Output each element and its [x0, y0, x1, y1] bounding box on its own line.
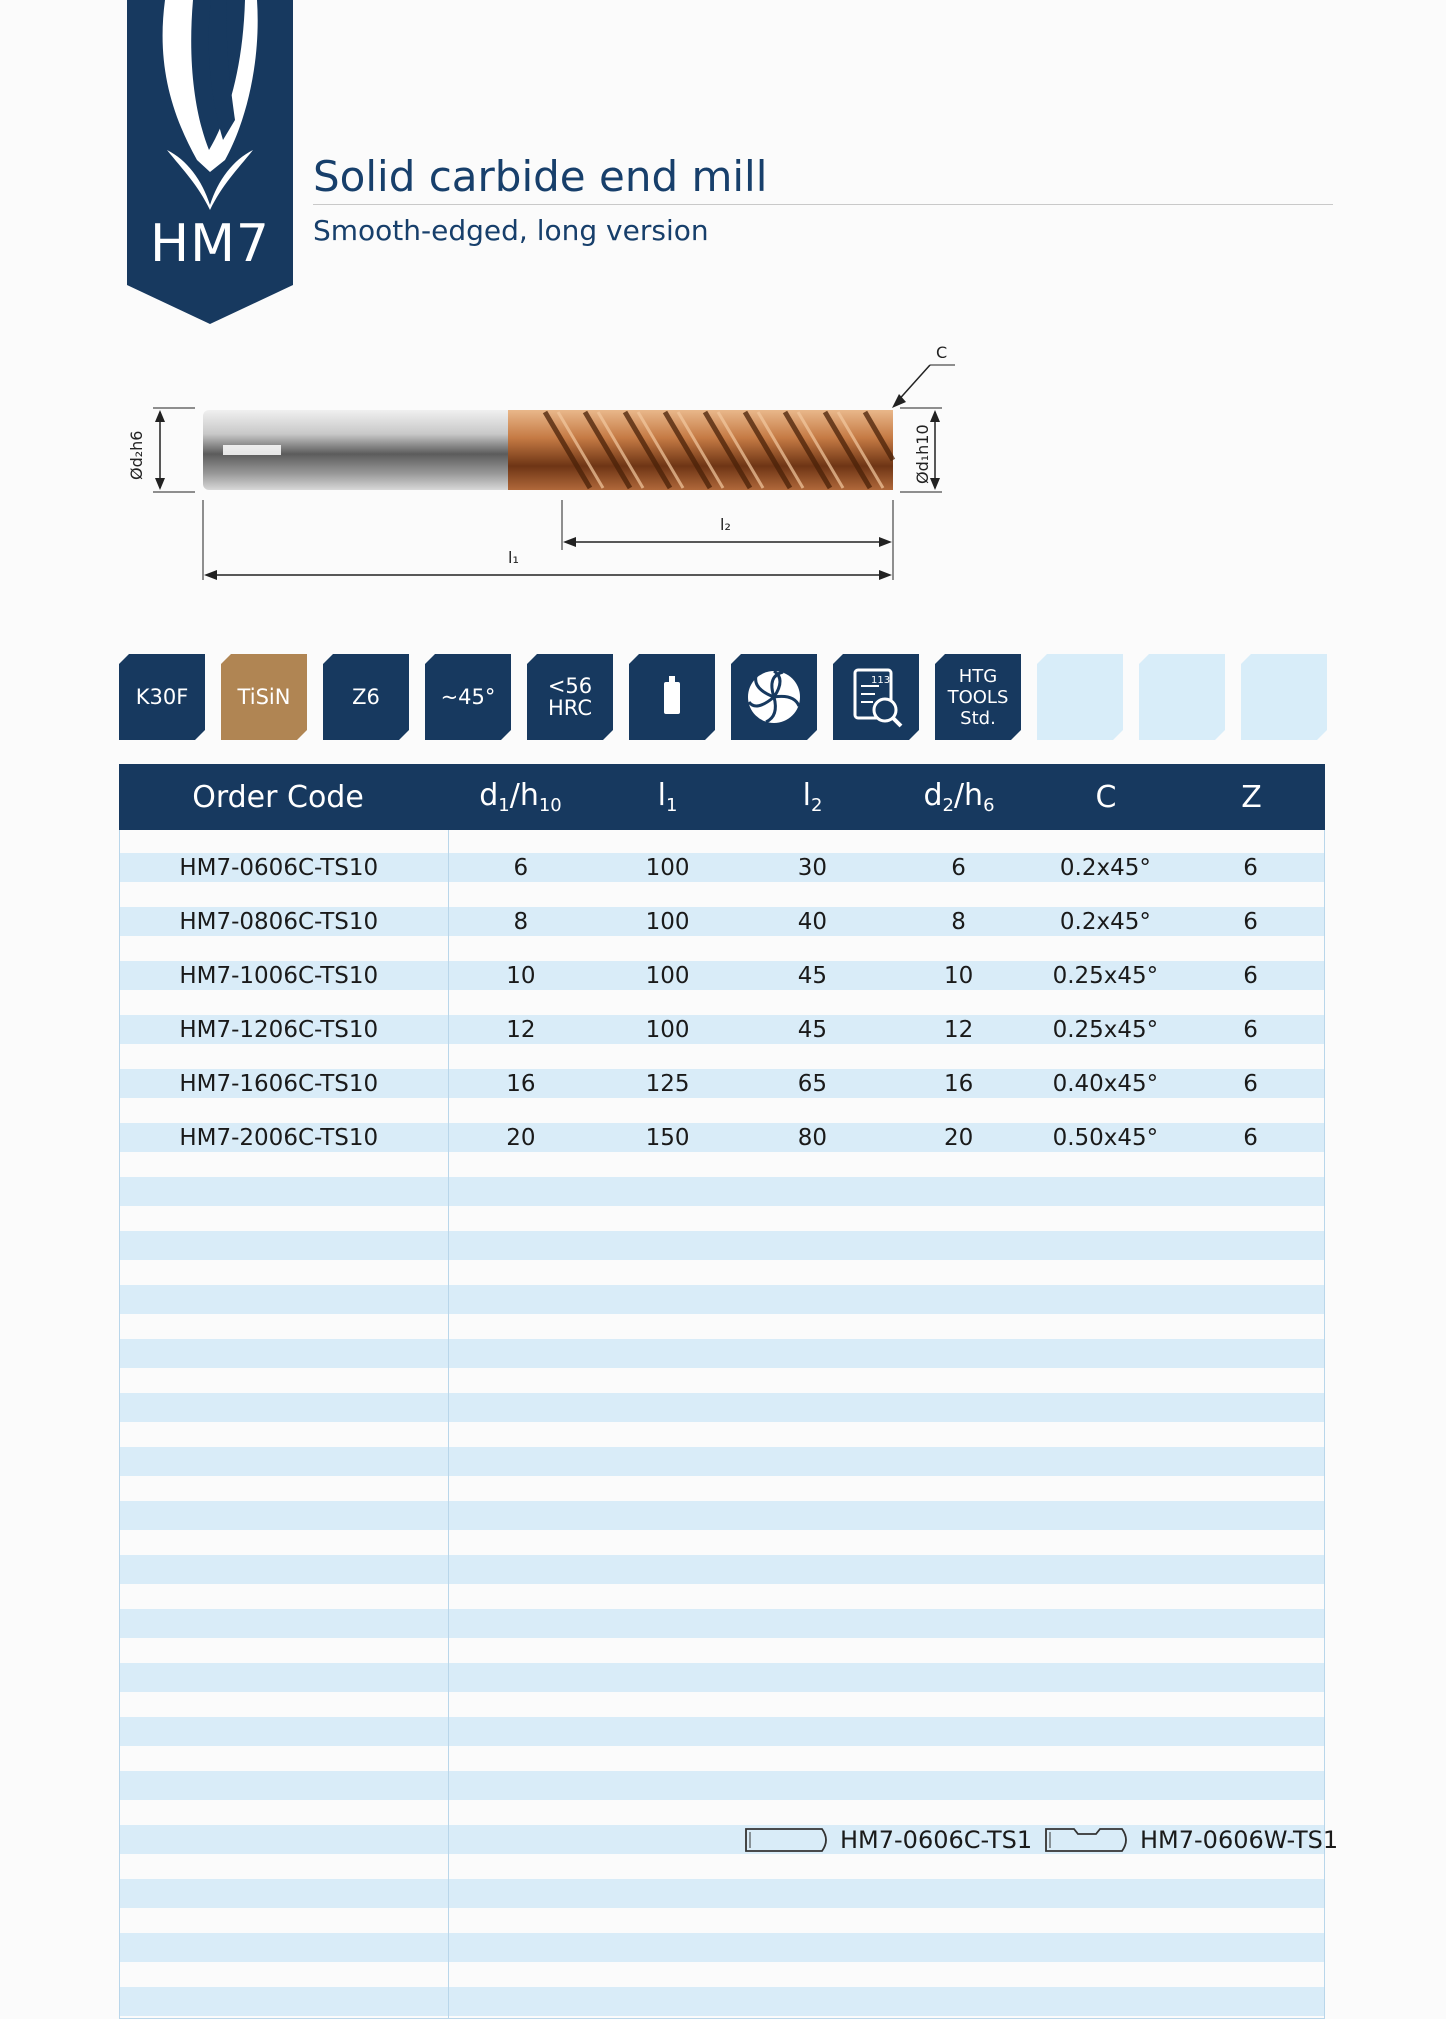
empty-badge: [1139, 654, 1225, 740]
col-d1: $d_1/h_{10}$: [479, 778, 562, 816]
material-badge: K30F: [119, 654, 205, 740]
col-chamfer: C: [1095, 779, 1117, 815]
cross-section-badge: [731, 654, 817, 740]
flute-cross-section-icon: [748, 671, 800, 723]
table-row: HM7-1606C-TS10 16 125 65 16 0.40x45° 6: [120, 1046, 1324, 1100]
empty-table-row: [120, 1208, 1324, 1262]
empty-table-row: [120, 1748, 1324, 1802]
l1-label: l₁: [508, 548, 519, 567]
cylindrical-shank-icon: [744, 1826, 832, 1854]
empty-table-row: [120, 1478, 1324, 1532]
table-row: HM7-1006C-TS10 10 100 45 10 0.25x45° 6: [120, 938, 1324, 992]
variant-weldon: HM7-0606W-TS1: [1044, 1826, 1338, 1854]
col-flutes: Z: [1241, 779, 1262, 815]
empty-table-row: [120, 1910, 1324, 1964]
shank-diameter-label: Ød₂h6: [127, 430, 146, 480]
end-mill-drawing: [120, 330, 980, 600]
empty-table-row: [120, 1856, 1324, 1910]
empty-table-row: [120, 1964, 1324, 2018]
table-row: HM7-0606C-TS10 6 100 30 6 0.2x45° 6: [120, 830, 1324, 884]
cutter-diameter-label: Ød₁h10: [913, 424, 932, 484]
page-subtitle: Smooth-edged, long version: [313, 214, 709, 247]
weldon-shank-icon: [1044, 1826, 1132, 1854]
column-divider: [448, 830, 449, 2018]
empty-table-row: [120, 1316, 1324, 1370]
chamfer-label: C: [936, 343, 948, 362]
tool-shape-badge: [629, 654, 715, 740]
helix-angle-badge: ~45°: [425, 654, 511, 740]
page-title: Solid carbide end mill: [313, 152, 768, 201]
col-l2: $l_2$: [802, 778, 823, 816]
table-row: HM7-1206C-TS10 12 100 45 12 0.25x45° 6: [120, 992, 1324, 1046]
series-banner: [127, 0, 293, 324]
empty-badge: [1037, 654, 1123, 740]
table-header: [119, 764, 1325, 830]
empty-table-row: [120, 1154, 1324, 1208]
table-row: HM7-2006C-TS10 20 150 80 20 0.50x45° 6: [120, 1100, 1324, 1154]
empty-table-row: [120, 1262, 1324, 1316]
col-d2: $d_2/h_6$: [923, 778, 995, 816]
coating-badge: TiSiN: [221, 654, 307, 740]
empty-table-row: [120, 1532, 1324, 1586]
flutes-badge: Z6: [323, 654, 409, 740]
svg-text:113: 113: [871, 675, 891, 686]
empty-badge: [1241, 654, 1327, 740]
empty-table-row: [120, 1424, 1324, 1478]
series-code: HM7: [149, 214, 271, 274]
col-l1: $l_1$: [657, 778, 678, 816]
htg-standard-badge: HTG TOOLS Std.: [935, 654, 1021, 740]
hardness-badge: <56 HRC: [527, 654, 613, 740]
empty-table-row: [120, 1586, 1324, 1640]
variant-cylindrical: HM7-0606C-TS1: [744, 1826, 1032, 1854]
empty-table-row: [120, 1640, 1324, 1694]
empty-table-row: [120, 1694, 1324, 1748]
title-divider: [313, 204, 1333, 205]
table-row: HM7-0806C-TS10 8 100 40 8 0.2x45° 6: [120, 884, 1324, 938]
col-order-code: Order Code: [192, 779, 364, 815]
l2-label: l₂: [720, 515, 731, 534]
empty-table-row: [120, 1370, 1324, 1424]
catalog-page-badge: [833, 654, 919, 740]
